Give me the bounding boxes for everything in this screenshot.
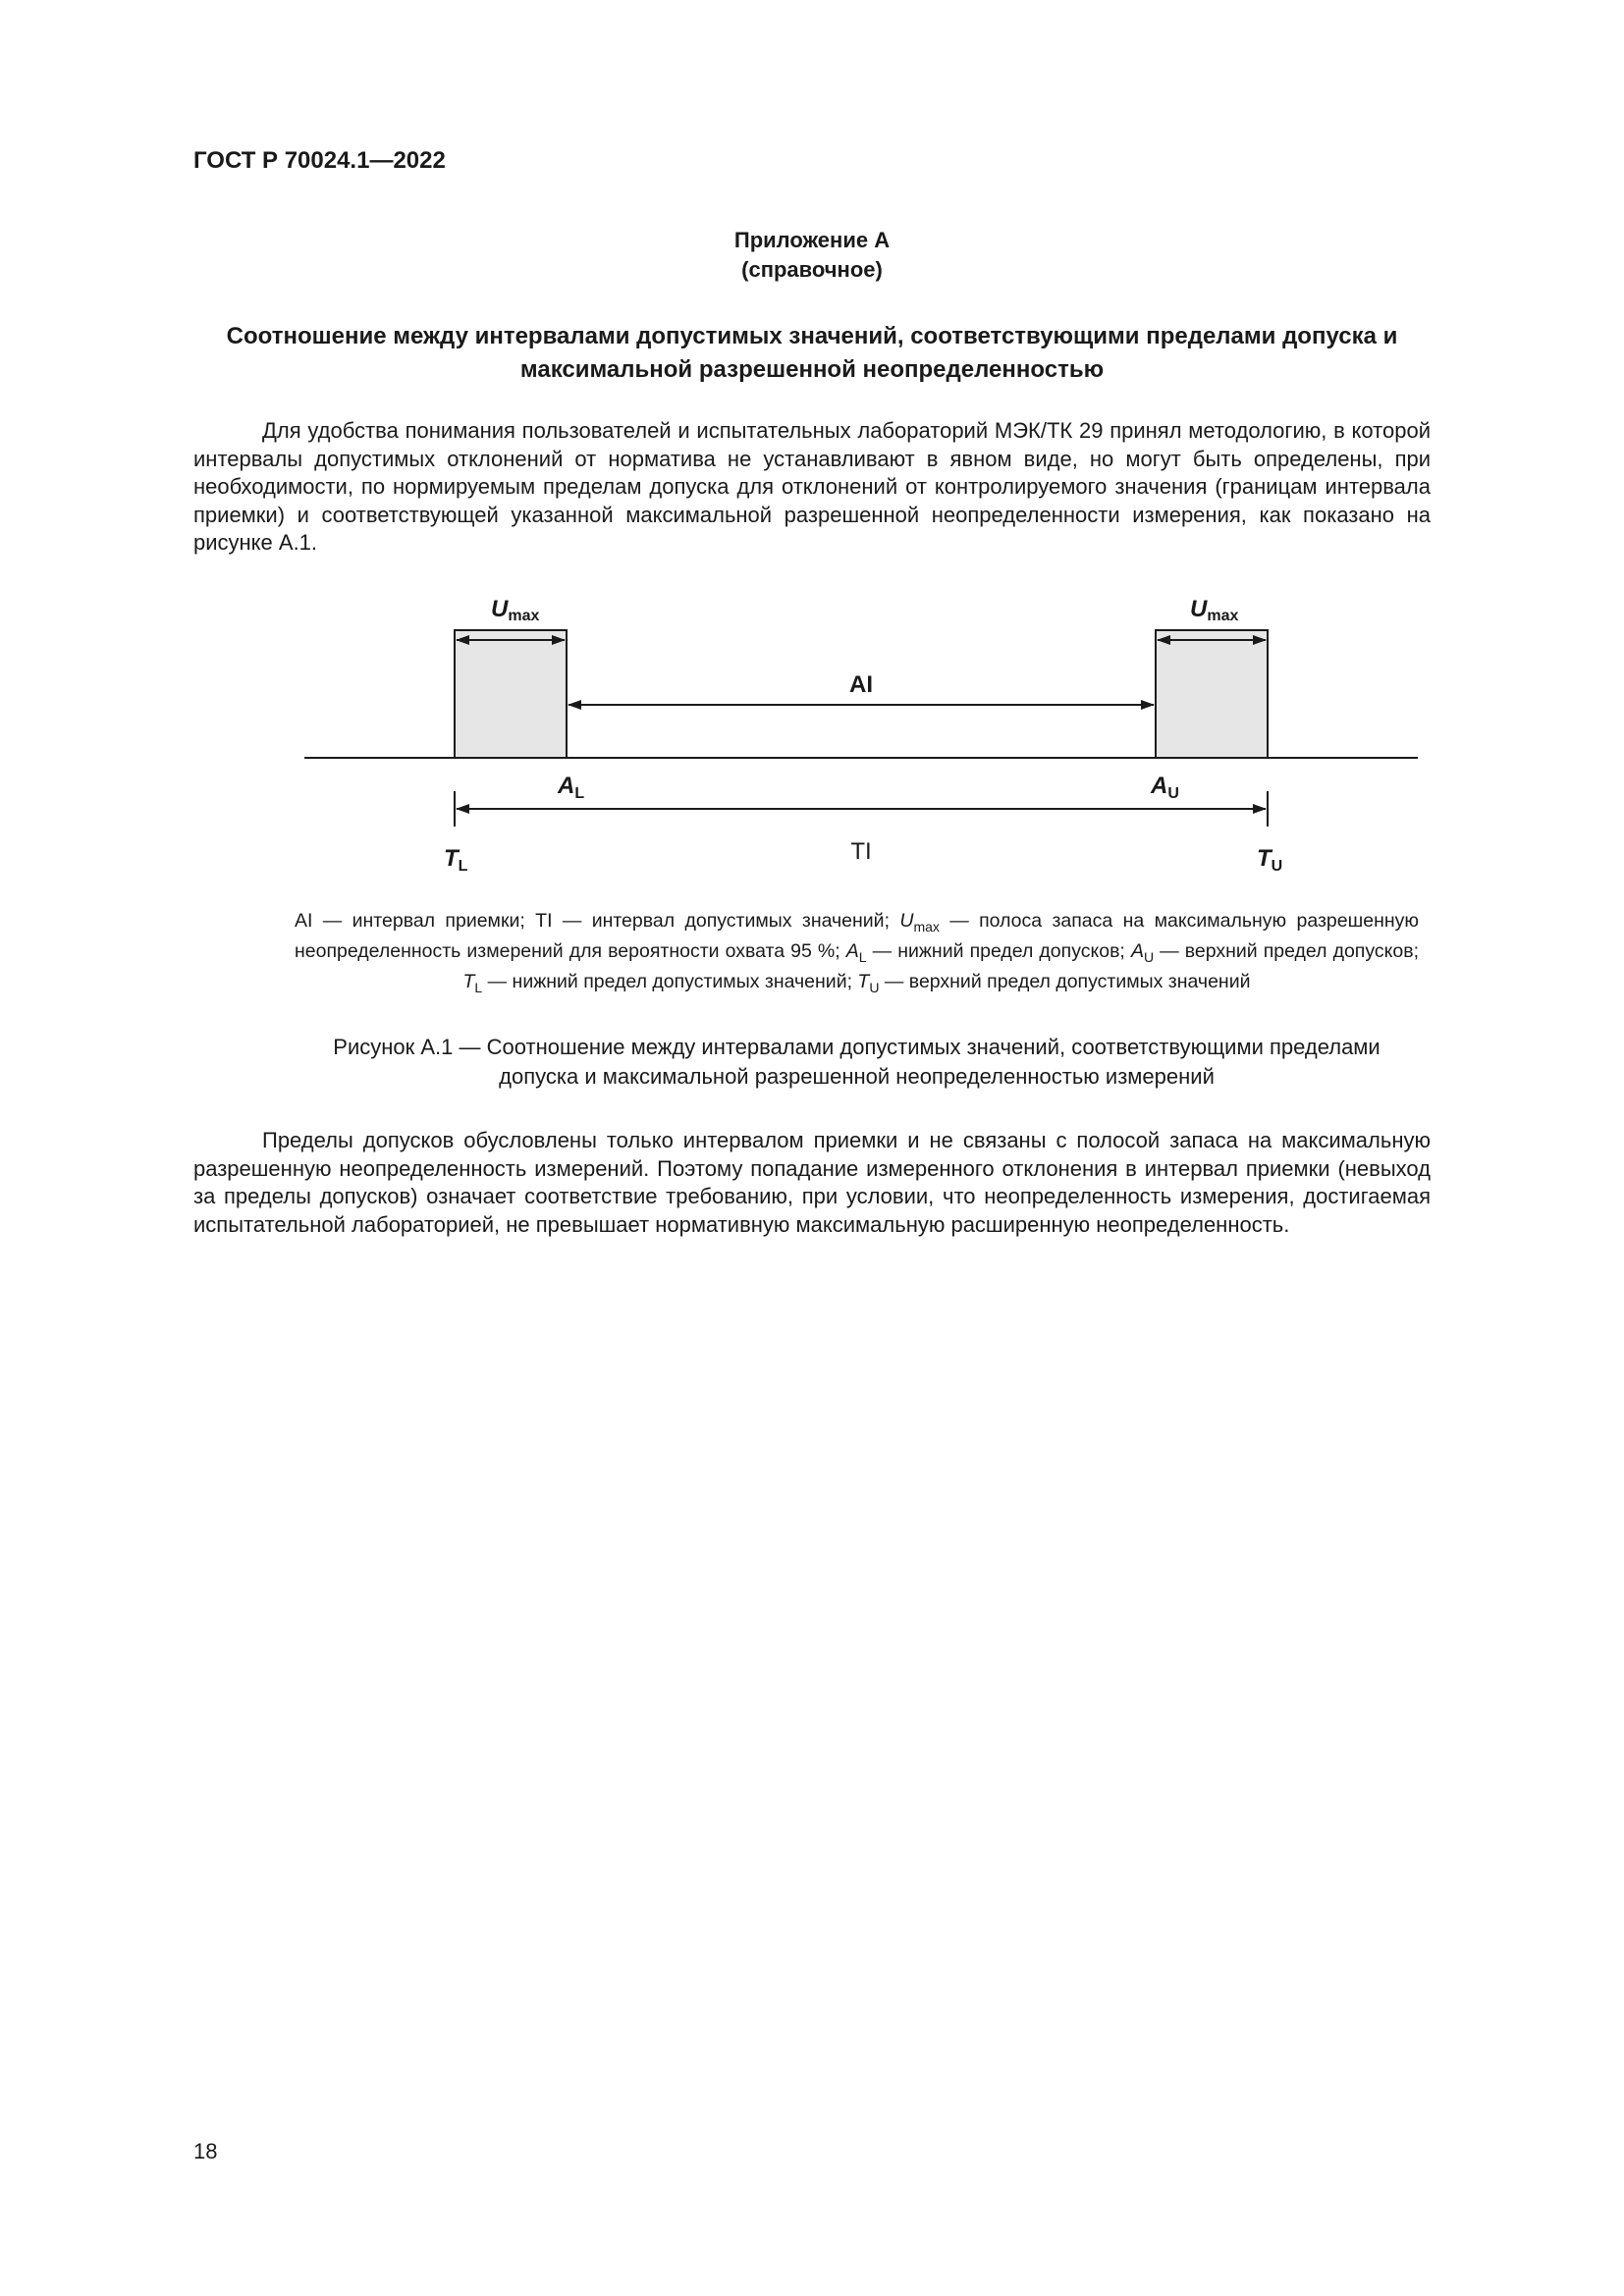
- u-max-band-left: [455, 630, 567, 758]
- a-l-label: $A_L$: [558, 773, 585, 802]
- t-l-label: $T_L$: [444, 845, 468, 875]
- figure-legend: AI — интервал приемки; TI — интервал допустимых значений; $U_{max}$ — полоса запаса на максимальную разрешенную неопределенность измерений для вероятности охвата 95 %; $A_L$ — нижний предел допусков; $A_U$ — верхний предел допусков; $T_L$ — нижний предел допустимых значений; $T_U$ — верхний предел допустимых значений: [295, 910, 1420, 995]
- t-u-label: $T_U$: [1257, 845, 1283, 875]
- ai-label: AI: [849, 671, 873, 698]
- figure-caption: Рисунок А.1 — Соотношение между интервалами допустимых значений, соответствующими пределами допуска и максимальной разрешенной неопределенностью измерений: [333, 1035, 1380, 1089]
- a-u-label: $A_U$: [1151, 773, 1179, 802]
- intro-paragraph: Для удобства понимания пользователей и испытательных лабораторий МЭК/ТК 29 принял методологию, в которой интервалы допустимых отклонений от норматива не устанавливают в явном виде, но могут быть определены, при необходимости, по нормируемым пределам допуска для отклонений от контролируемого значения (границам интервала приемки) и соответствующей указанной максимальной разрешенной неопределенности измерения, как показано на рисунке А.1.: [193, 418, 1431, 555]
- page-number: 18: [193, 2139, 218, 2163]
- u-max-label-left: Umax: [491, 596, 540, 624]
- document-code: ГОСТ Р 70024.1—2022: [193, 147, 446, 174]
- u-max-label-right: Umax: [1190, 596, 1239, 624]
- tolerance-diagram: [0, 579, 1624, 883]
- conclusion-paragraph: Пределы допусков обусловлены только интервалом приемки и не связаны с полосой запаса на максимальную разрешенную неопределенность измерений. Поэтому попадание измеренного отклонения в интервал приемки (невыход за пределы допусков) означает соответствие требованию, при условии, что неопределенность измерения, достигаемая испытательной лабораторией, не превышает нормативную максимальную расширенную неопределенность.: [193, 1128, 1431, 1237]
- annex-type: (справочное): [741, 257, 883, 282]
- annex-title: Соотношение между интервалами допустимых значений, соответствующими пределами допуска и максимальной разрешенной неопределенностью: [226, 323, 1398, 383]
- annex-label: Приложение А: [733, 228, 891, 252]
- u-max-band-right: [1156, 630, 1268, 758]
- ti-label: TI: [850, 838, 872, 865]
